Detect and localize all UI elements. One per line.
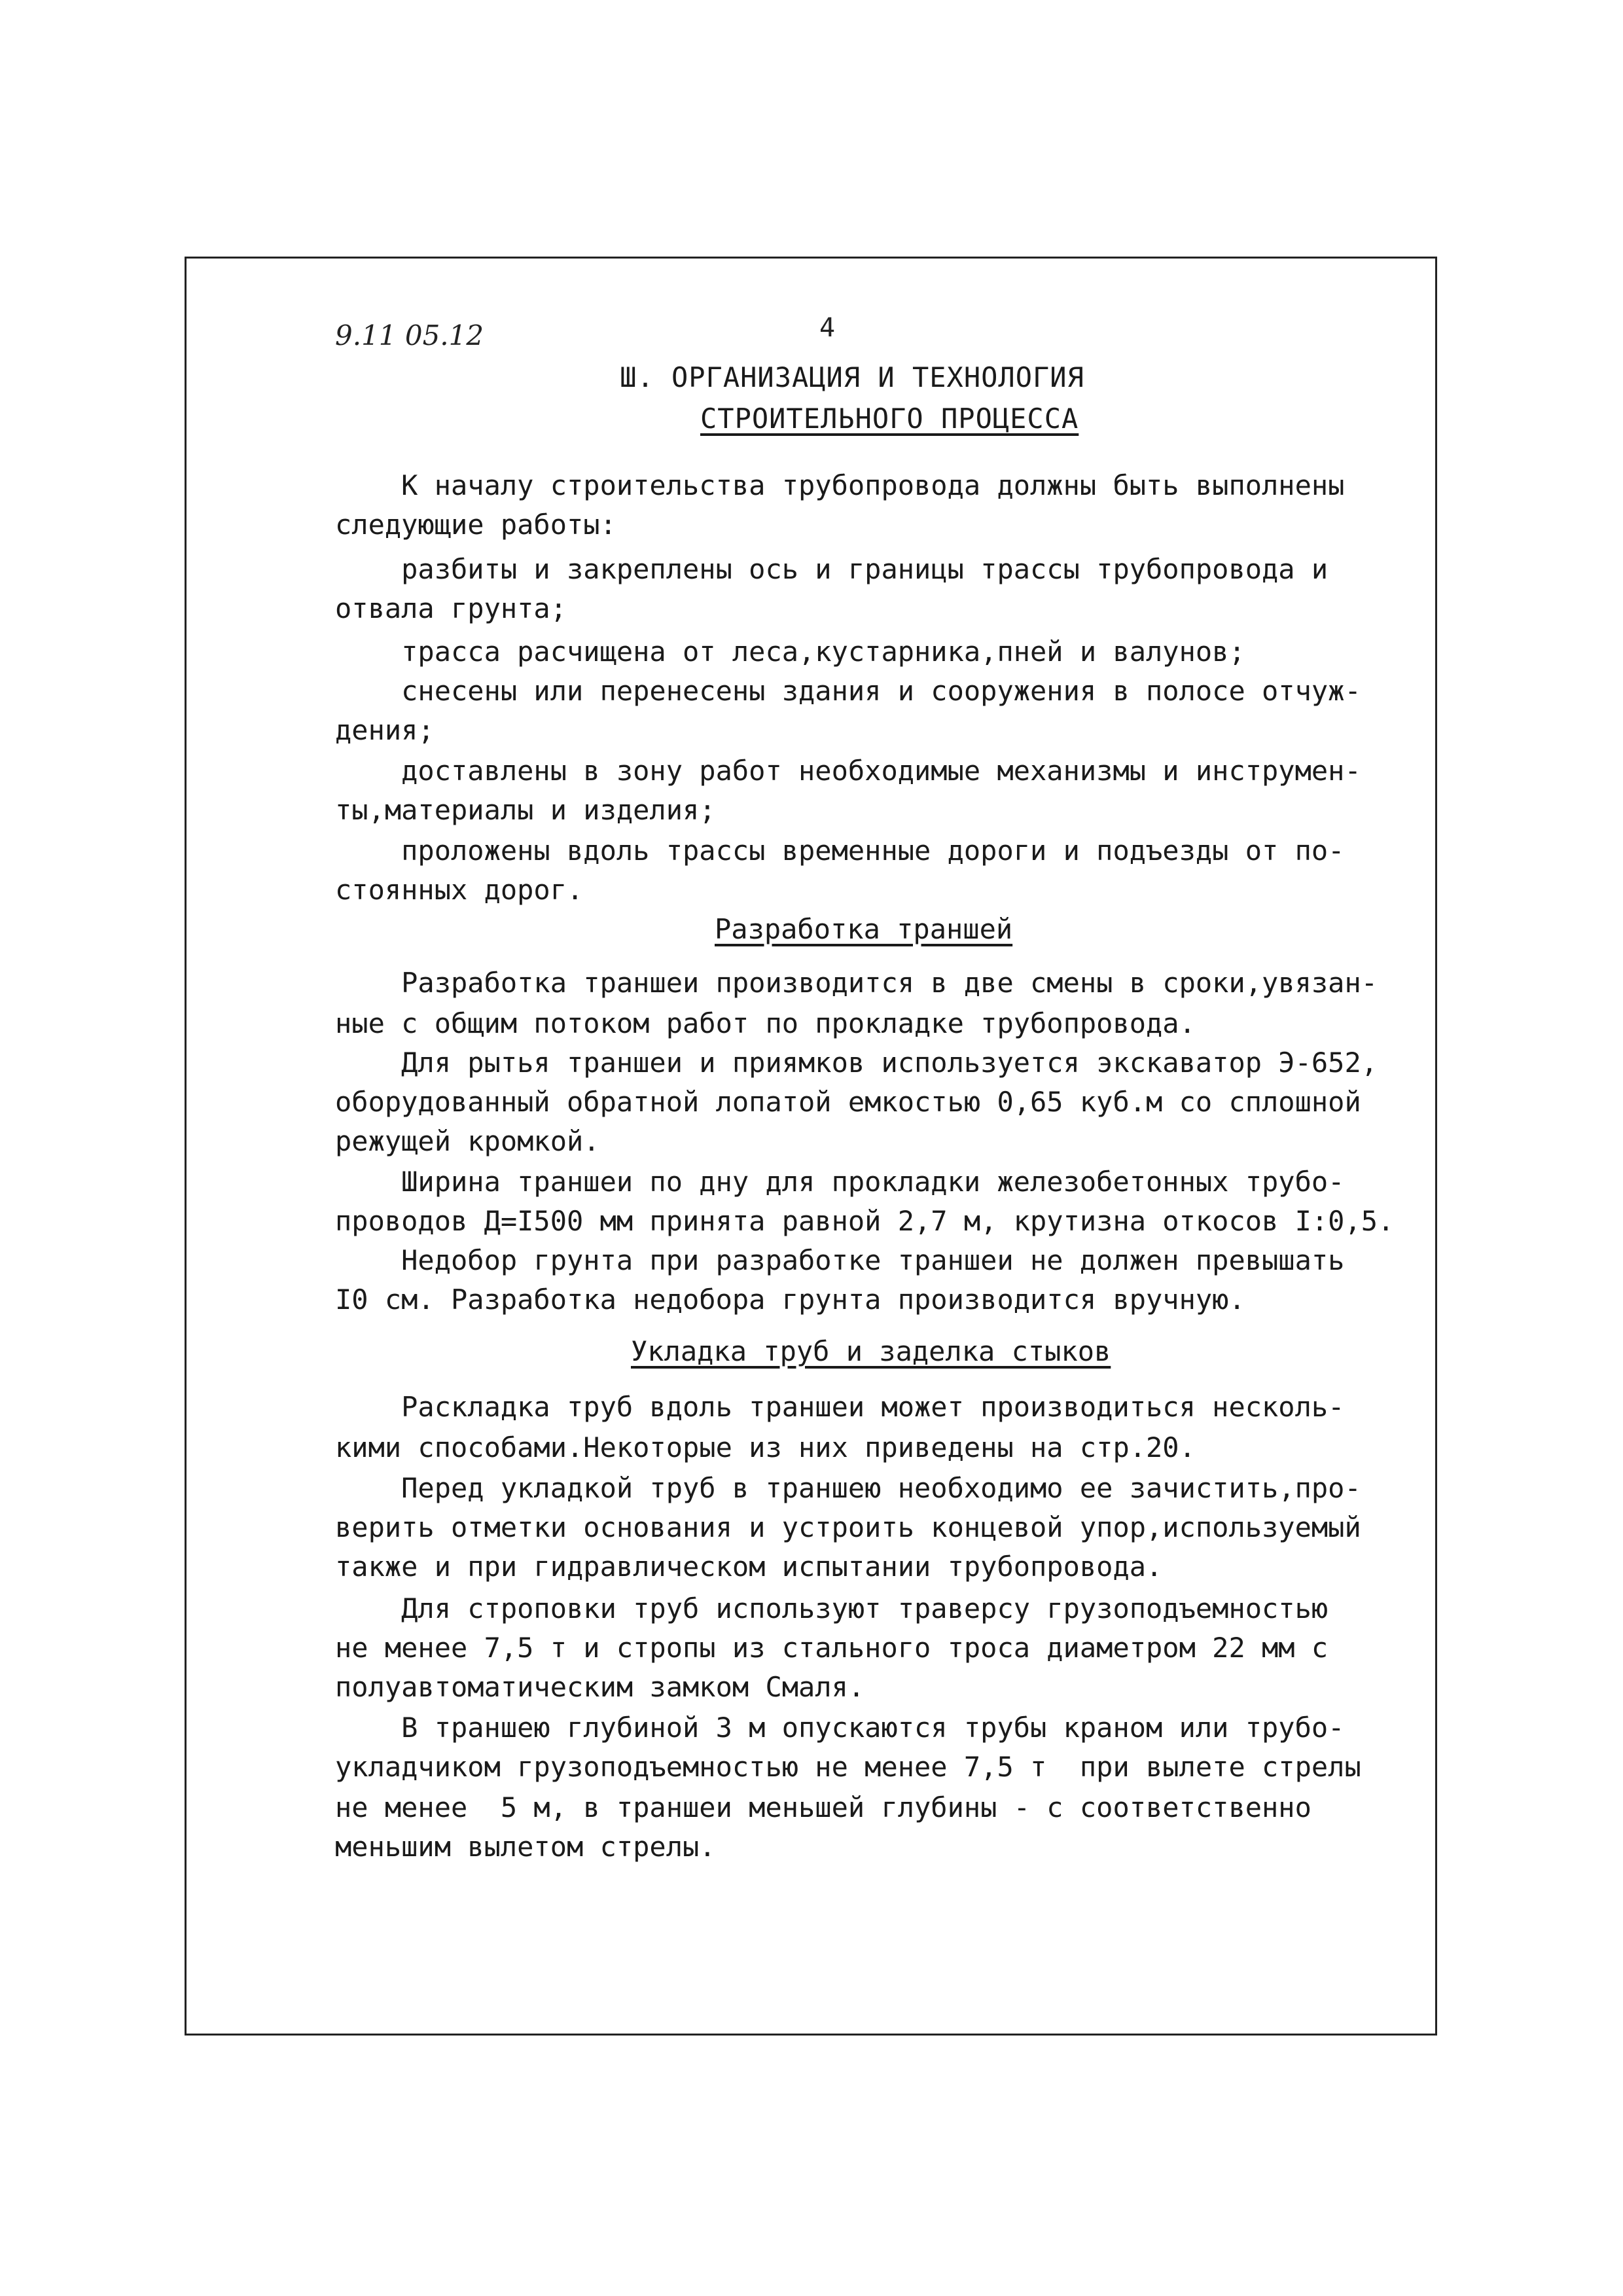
heading-pipe-laying: Укладка труб и заделка стыков — [631, 1335, 1111, 1367]
laying-line-7: не менее 7,5 т и стропы из стального троса диаметром 22 мм с — [335, 1632, 1329, 1664]
laying-line-10: укладчиком грузоподъемностью не менее 7,5 т при вылете стрелы — [335, 1751, 1361, 1783]
laying-line-2: кими способами.Некоторые из них приведены на стр.20. — [335, 1431, 1196, 1463]
laying-line-4: верить отметки основания и устроить концевой упор,используемый — [335, 1511, 1361, 1543]
trench-line-1: Разработка траншеи производится в две смены в сроки,увязан- — [335, 967, 1378, 999]
section-subtitle: СТРОИТЕЛЬНОГО ПРОЦЕССА — [700, 403, 1079, 435]
trench-line-6: Ширина траншеи по дну для прокладки железобетонных трубо- — [335, 1166, 1345, 1198]
laying-line-3: Перед укладкой труб в траншею необходимо ее зачистить,про- — [335, 1472, 1361, 1504]
list-item-4-line-1: доставлены в зону работ необходимые механизмы и инструмен- — [335, 755, 1361, 787]
list-item-2-line-1: трасса расчищена от леса,кустарника,пней и валунов; — [335, 636, 1245, 668]
trench-line-9: I0 см. Разработка недобора грунта производится вручную. — [335, 1283, 1245, 1316]
laying-line-5: также и при гидравлическом испытании трубопровода. — [335, 1551, 1163, 1583]
laying-line-6: Для строповки труб используют траверсу грузоподъемностью — [335, 1592, 1329, 1624]
section-title: Ш. ОРГАНИЗАЦИЯ И ТЕХНОЛОГИЯ — [620, 361, 1084, 393]
trench-line-3: Для рытья траншеи и приямков используется экскаватор Э-652, — [335, 1047, 1378, 1079]
list-item-5-line-1: проложены вдоль трассы временные дороги и подъезды от по- — [335, 834, 1345, 867]
trench-line-5: режущей кромкой. — [335, 1125, 600, 1157]
laying-line-12: меньшим вылетом стрелы. — [335, 1831, 716, 1863]
page-number: 4 — [819, 313, 836, 343]
list-item-3-line-2: дения; — [335, 714, 435, 746]
laying-line-8: полуавтоматическим замком Смаля. — [335, 1671, 865, 1703]
laying-line-1: Раскладка труб вдоль траншеи может производиться несколь- — [335, 1391, 1345, 1423]
heading-trench: Разработка траншей — [715, 913, 1013, 945]
list-item-1-line-1: разбиты и закреплены ось и границы трассы трубопровода и — [335, 553, 1329, 585]
intro-line-2: следующие работы: — [335, 509, 616, 541]
list-item-5-line-2: стоянных дорог. — [335, 874, 584, 906]
document-code: 9.11 05.12 — [335, 319, 484, 351]
laying-line-9: В траншею глубиной 3 м опускаются трубы краном или трубо- — [335, 1712, 1345, 1744]
trench-line-8: Недобор грунта при разработке траншеи не должен превышать — [335, 1244, 1345, 1276]
laying-line-11: не менее 5 м, в траншеи меньшей глубины - с соответственно — [335, 1791, 1311, 1823]
trench-line-2: ные с общим потоком работ по прокладке трубопровода. — [335, 1007, 1196, 1039]
list-item-1-line-2: отвала грунта; — [335, 592, 567, 624]
list-item-4-line-2: ты,материалы и изделия; — [335, 794, 716, 826]
trench-line-4: оборудованный обратной лопатой емкостью 0,65 куб.м со сплошной — [335, 1086, 1361, 1118]
trench-line-7: проводов Д=I500 мм принята равной 2,7 м, крутизна откосов I:0,5. — [335, 1205, 1395, 1237]
list-item-3-line-1: снесены или перенесены здания и сооружения в полосе отчуж- — [335, 675, 1361, 707]
intro-line-1: К началу строительства трубопровода должны быть выполнены — [335, 469, 1345, 501]
